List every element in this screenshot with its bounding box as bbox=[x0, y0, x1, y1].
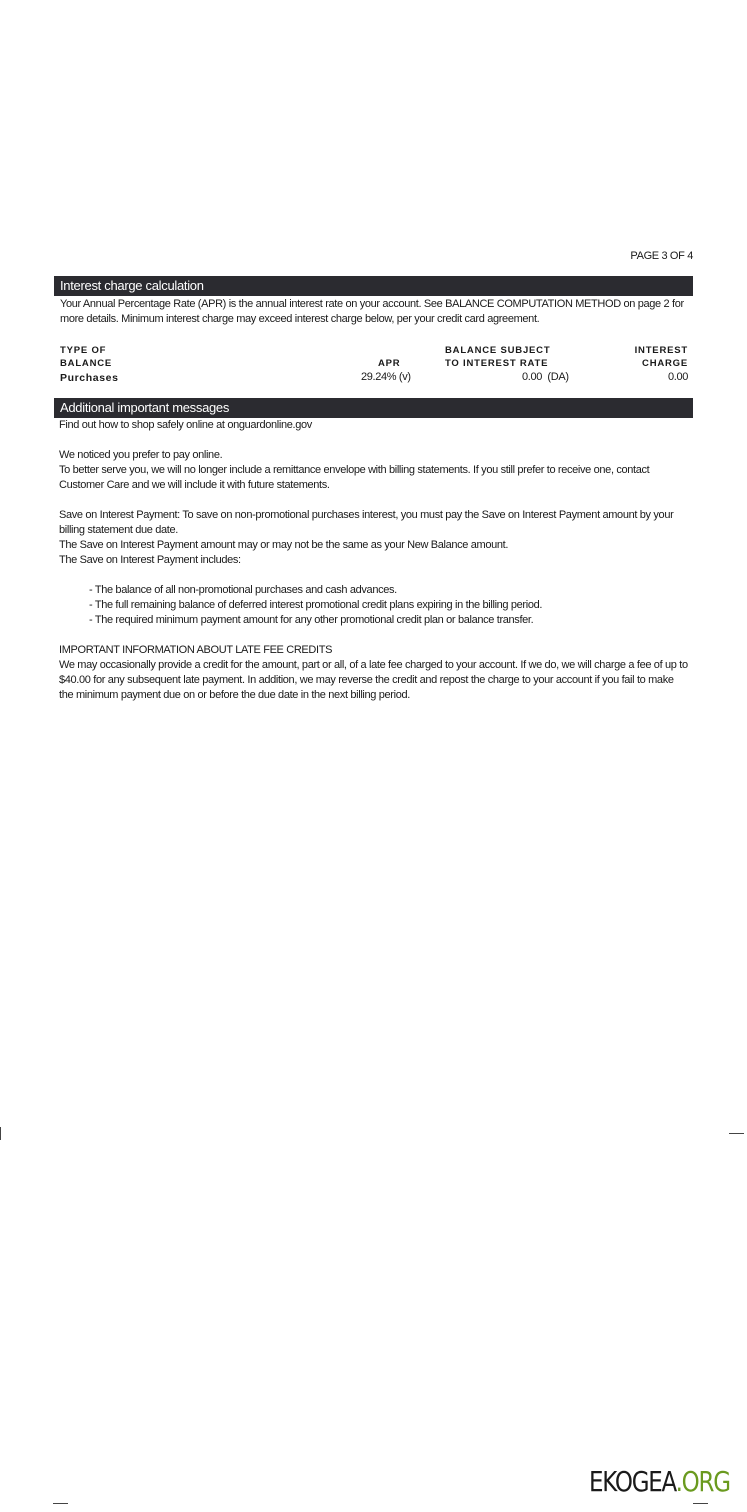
row-type: Purchases bbox=[60, 372, 119, 384]
soi-list bbox=[59, 583, 689, 628]
col-type-header bbox=[60, 344, 112, 370]
messages-body bbox=[59, 418, 689, 703]
crop-mark bbox=[53, 1503, 68, 1504]
watermark-part2: .ORG bbox=[675, 1465, 730, 1498]
col-apr-header: APR bbox=[378, 358, 401, 369]
soi-amount-text: The Save on Interest Payment amount may or may not be the same as your New Balance amount. bbox=[59, 539, 509, 551]
list-item: - The required minimum payment amount for any other promotional credit plan or balance transfer. bbox=[89, 614, 534, 626]
col-balance-line1: BALANCE SUBJECT bbox=[445, 345, 551, 356]
interest-intro: Your Annual Percentage Rate (APR) is the annual interest rate on your account. See BALANCE COMPUTATION METHOD on page 2 for more details. Minimum interest charge may exceed interest charge below, per your credit card agreement. bbox=[60, 298, 684, 325]
col-balance-header bbox=[445, 344, 550, 370]
interest-table bbox=[60, 344, 688, 389]
col-charge-line2: CHARGE bbox=[642, 358, 688, 369]
pay-online-text: We noticed you prefer to pay online. bbox=[59, 449, 223, 461]
watermark-logo bbox=[589, 1465, 730, 1498]
col-type-line1: TYPE OF bbox=[60, 345, 107, 356]
list-item: - The full remaining balance of deferred interest promotional credit plans expiring in the billing period. bbox=[89, 599, 543, 611]
remittance-text: To better serve you, we will no longer include a remittance envelope with billing statements. If you still prefer to receive one, contact Customer Care and we will include it with future statements. bbox=[59, 464, 650, 491]
soi-includes-text: The Save on Interest Payment includes: bbox=[59, 554, 241, 566]
page-number: PAGE 3 OF 4 bbox=[630, 250, 693, 262]
col-charge-line1: INTEREST bbox=[634, 345, 688, 356]
row-apr: 29.24% (v) bbox=[361, 371, 411, 383]
messages-section-header: Additional important messages bbox=[54, 398, 693, 418]
late-fee-text: We may occasionally provide a credit for the amount, part or all, of a late fee charged to your account. If we do, we will charge a fee of up to $40.00 for any subsequent late payment. In addition, we may reverse the credit and repost the charge to your account if you fail to make the minimum payment due on or before the due date in the next billing period. bbox=[59, 659, 688, 701]
row-balance: 0.00 (DA) bbox=[522, 371, 569, 383]
watermark-part1: EKOGEA bbox=[589, 1465, 676, 1498]
row-charge: 0.00 bbox=[667, 371, 688, 383]
col-charge-header bbox=[635, 344, 688, 370]
late-fee-title: IMPORTANT INFORMATION ABOUT LATE FEE CREDITS bbox=[59, 644, 333, 656]
soi-text: Save on Interest Payment: To save on non-promotional purchases interest, you must pay the Save on Interest Payment amount by your billing statement due date. bbox=[59, 509, 674, 536]
col-balance-line2: TO INTEREST RATE bbox=[445, 358, 549, 369]
crop-mark bbox=[693, 1503, 708, 1504]
crop-mark bbox=[0, 1127, 1, 1140]
list-item: - The balance of all non-promotional purchases and cash advances. bbox=[89, 584, 397, 596]
crop-mark bbox=[729, 1133, 744, 1134]
interest-section-header: Interest charge calculation bbox=[54, 276, 693, 296]
shop-safely-text: Find out how to shop safely online at onguardonline.gov bbox=[59, 419, 312, 431]
col-type-line2: BALANCE bbox=[60, 358, 113, 369]
